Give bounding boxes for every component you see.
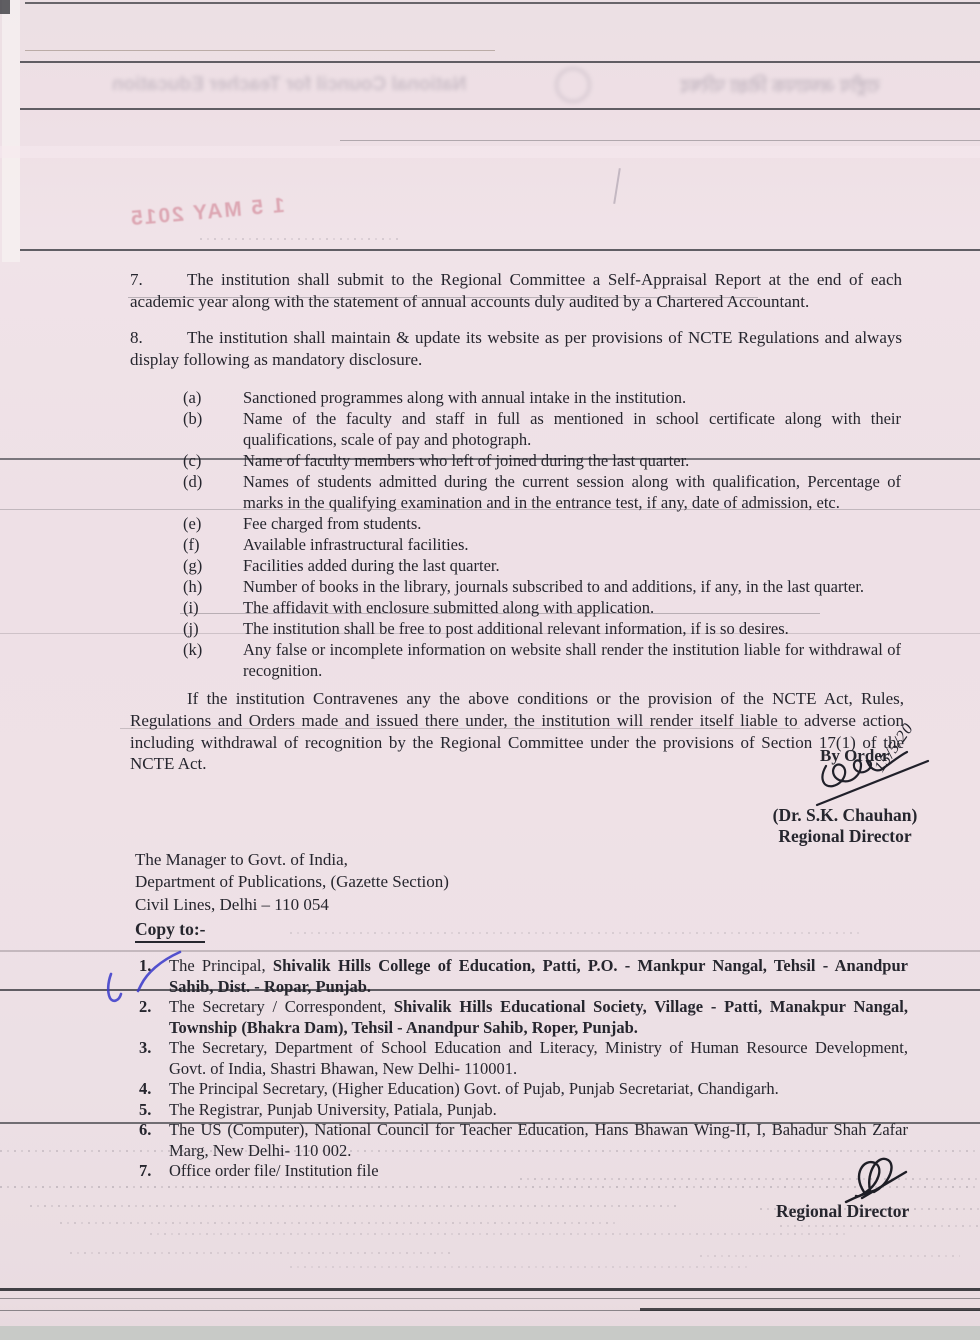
item-text: The affidavit with enclosure submitted along with application. — [243, 598, 655, 617]
footer-signature-scrawl — [826, 1150, 918, 1208]
item-text: The US (Computer), National Council for Teacher Education, Hans Bhawan Wing-II, I, Bahadur Shah Zafar Marg, New Delhi- 110 002. — [169, 1120, 908, 1160]
paragraph-contravention — [130, 688, 904, 775]
scan-line — [640, 1308, 980, 1311]
bleed-dots — [60, 1222, 620, 1224]
item-text: Name of the faculty and staff in full as mentioned in school certificate along with their qualifications, scale of pay and photograph. — [243, 409, 901, 449]
copy-item-6 — [136, 1120, 908, 1161]
copy-to-heading: Copy to:- — [135, 919, 205, 943]
item-text: Name of faculty members who left of joined during the last quarter. — [243, 451, 690, 470]
scan-line — [20, 108, 980, 110]
item-text: The Principal Secretary, (Higher Education) Govt. of Pujab, Punjab Secretariat, Chandigarh. — [169, 1079, 779, 1098]
paragraph-8 — [130, 327, 902, 371]
copy-item-7 — [136, 1161, 908, 1182]
item-number: 2. — [139, 997, 152, 1016]
disclosure-item-c — [183, 450, 901, 471]
by-order-label: By Order — [820, 746, 890, 765]
bleed-dots — [700, 1255, 960, 1257]
item-text: Number of books in the library, journals subscribed to and additions, if any, in the last quarter. — [243, 577, 865, 596]
copy-to-list — [136, 956, 908, 1182]
disclosure-item-i — [183, 597, 901, 618]
disclosure-list — [183, 387, 901, 681]
disclosure-item-j — [183, 618, 901, 639]
paragraph-7-text: The institution shall submit to the Regional Committee a Self-Appraisal Report at the end of each academic year along with the statement of annual accounts duly audited by a Chartered Accountant. — [130, 270, 902, 311]
address-line: Civil Lines, Delhi – 110 054 — [135, 894, 329, 914]
faint-pencil-mark — [613, 168, 621, 204]
bleedthrough-letterhead — [112, 68, 880, 102]
bleedthrough-date-stamp: 1 5 MAY 2015 — [128, 193, 286, 231]
signatory-block — [748, 805, 942, 847]
item-text: Sanctioned programmes along with annual intake in the institution. — [243, 388, 687, 407]
item-text-bold: Shivalik Hills College of Education, Patti, P.O. - Mankpur Nangal, Tehsil - Anandpur Sahib, Dist. - Ropar, Punjab. — [169, 956, 908, 996]
disclosure-item-d — [183, 471, 901, 513]
paragraph-8-text: The institution shall maintain & update its website as per provisions of NCTE Regulations and always display following as mandatory disclosure. — [130, 328, 902, 369]
item-text: Available infrastructural facilities. — [243, 535, 469, 554]
footer-signatory-title: Regional Director — [776, 1201, 910, 1221]
item-text: The Registrar, Punjab University, Patiala, Punjab. — [169, 1099, 497, 1119]
item-number: 7. — [139, 1161, 152, 1180]
contravention-text: If the institution Contravenes any the above conditions or the provision of the NCTE Act, Rules, Regulations and Orders made and issued there under, the institution will render itself liable to adverse action including withdrawal of recognition by the Regional Committee under the provisions of Section 17(1) of the NCTE Act. — [130, 689, 904, 774]
address-line: The Manager to Govt. of India, — [135, 850, 348, 869]
item-number: 3. — [139, 1038, 152, 1057]
paragraph-7-number: 7. — [130, 270, 143, 289]
bleed-dots — [70, 1252, 450, 1254]
item-text: Fee charged from students. — [243, 514, 422, 533]
item-label: (g) — [183, 556, 203, 575]
copy-item-5 — [136, 1100, 908, 1121]
item-number: 1. — [139, 956, 152, 975]
bleed-dots — [150, 1233, 850, 1235]
item-label: (a) — [183, 388, 202, 407]
item-text: The institution shall be free to post additional relevant information, if is so desires. — [243, 619, 789, 638]
scan-line — [25, 50, 495, 51]
copy-item-3 — [136, 1038, 908, 1079]
item-text: The Principal, — [169, 956, 273, 975]
scan-corner-smudge — [0, 0, 10, 14]
item-label: (k) — [183, 640, 203, 659]
item-text: The Secretary / Correspondent, — [169, 997, 394, 1016]
item-text: The Secretary, Department of School Education and Literacy, Ministry of Human Resource Development, Govt. of India, Shastri Bhawan, New Delhi- 110001. — [169, 1038, 908, 1078]
item-text-bold: Shivalik Hills Educational Society, Village - Patti, Manakpur Nangal, Township (Bhakra Dam), Tehsil - Anandpur Sahib, Roper, Punjab. — [169, 997, 908, 1037]
bleedthrough-logo — [555, 67, 591, 103]
item-text: Facilities added during the last quarter. — [243, 556, 500, 575]
disclosure-item-b — [183, 408, 901, 450]
scan-line — [20, 249, 980, 251]
disclosure-item-h — [183, 576, 901, 597]
paragraph-7 — [130, 269, 902, 313]
scan-edge-strip — [2, 0, 20, 262]
item-label: (j) — [183, 619, 199, 638]
disclosure-item-e — [183, 513, 901, 534]
item-text: Names of students admitted during the current session along with qualification, Percentage of marks in the qualifying examination and in the entrance test, if any, date of admission, etc. — [243, 472, 901, 512]
bleed-dots — [780, 1225, 980, 1227]
disclosure-item-k — [183, 639, 901, 681]
item-label: (e) — [183, 514, 202, 533]
signature-date-scribble: 15/5/20 — [871, 719, 918, 776]
bleed-dots — [290, 932, 860, 934]
disclosure-item-f — [183, 534, 901, 555]
item-label: (c) — [183, 451, 202, 470]
item-label: (h) — [183, 577, 203, 596]
scanner-bed-strip — [0, 1326, 980, 1340]
item-text: Any false or incomplete information on website shall render the institution liable for withdrawal of recognition. — [243, 640, 901, 680]
disclosure-item-g — [183, 555, 901, 576]
item-label: (d) — [183, 472, 203, 491]
manager-address — [135, 849, 449, 916]
signatory-title: Regional Director — [778, 826, 912, 846]
bleed-dots — [30, 1205, 680, 1207]
bleed-dots — [200, 238, 400, 240]
item-label: (f) — [183, 535, 200, 554]
copy-item-4 — [136, 1079, 908, 1100]
item-number: 6. — [139, 1120, 152, 1139]
paragraph-8-number: 8. — [130, 328, 143, 347]
scan-line — [20, 61, 980, 63]
bleedthrough-hindi-title: राष्ट्रीय अध्यापक शिक्षा परिषद — [680, 76, 880, 97]
signature-scrawl — [810, 742, 945, 814]
bleedthrough-english-title: National Council for Teacher Education — [112, 74, 467, 95]
item-label: (b) — [183, 409, 203, 428]
copy-item-1 — [136, 956, 908, 997]
item-number: 4. — [139, 1079, 152, 1098]
address-line: Department of Publications, (Gazette Section) — [135, 872, 449, 892]
scan-line — [0, 1288, 980, 1291]
signatory-name: (Dr. S.K. Chauhan) — [772, 805, 918, 825]
scan-line — [25, 2, 980, 4]
bleed-dots — [290, 1266, 750, 1268]
disclosure-item-a — [183, 387, 901, 408]
item-label: (i) — [183, 598, 199, 617]
item-number: 5. — [139, 1099, 152, 1119]
copy-item-2 — [136, 997, 908, 1038]
scan-line — [340, 140, 980, 141]
scan-line — [0, 1298, 980, 1299]
item-text: Office order file/ Institution file — [169, 1161, 379, 1180]
scan-crease — [0, 146, 980, 158]
